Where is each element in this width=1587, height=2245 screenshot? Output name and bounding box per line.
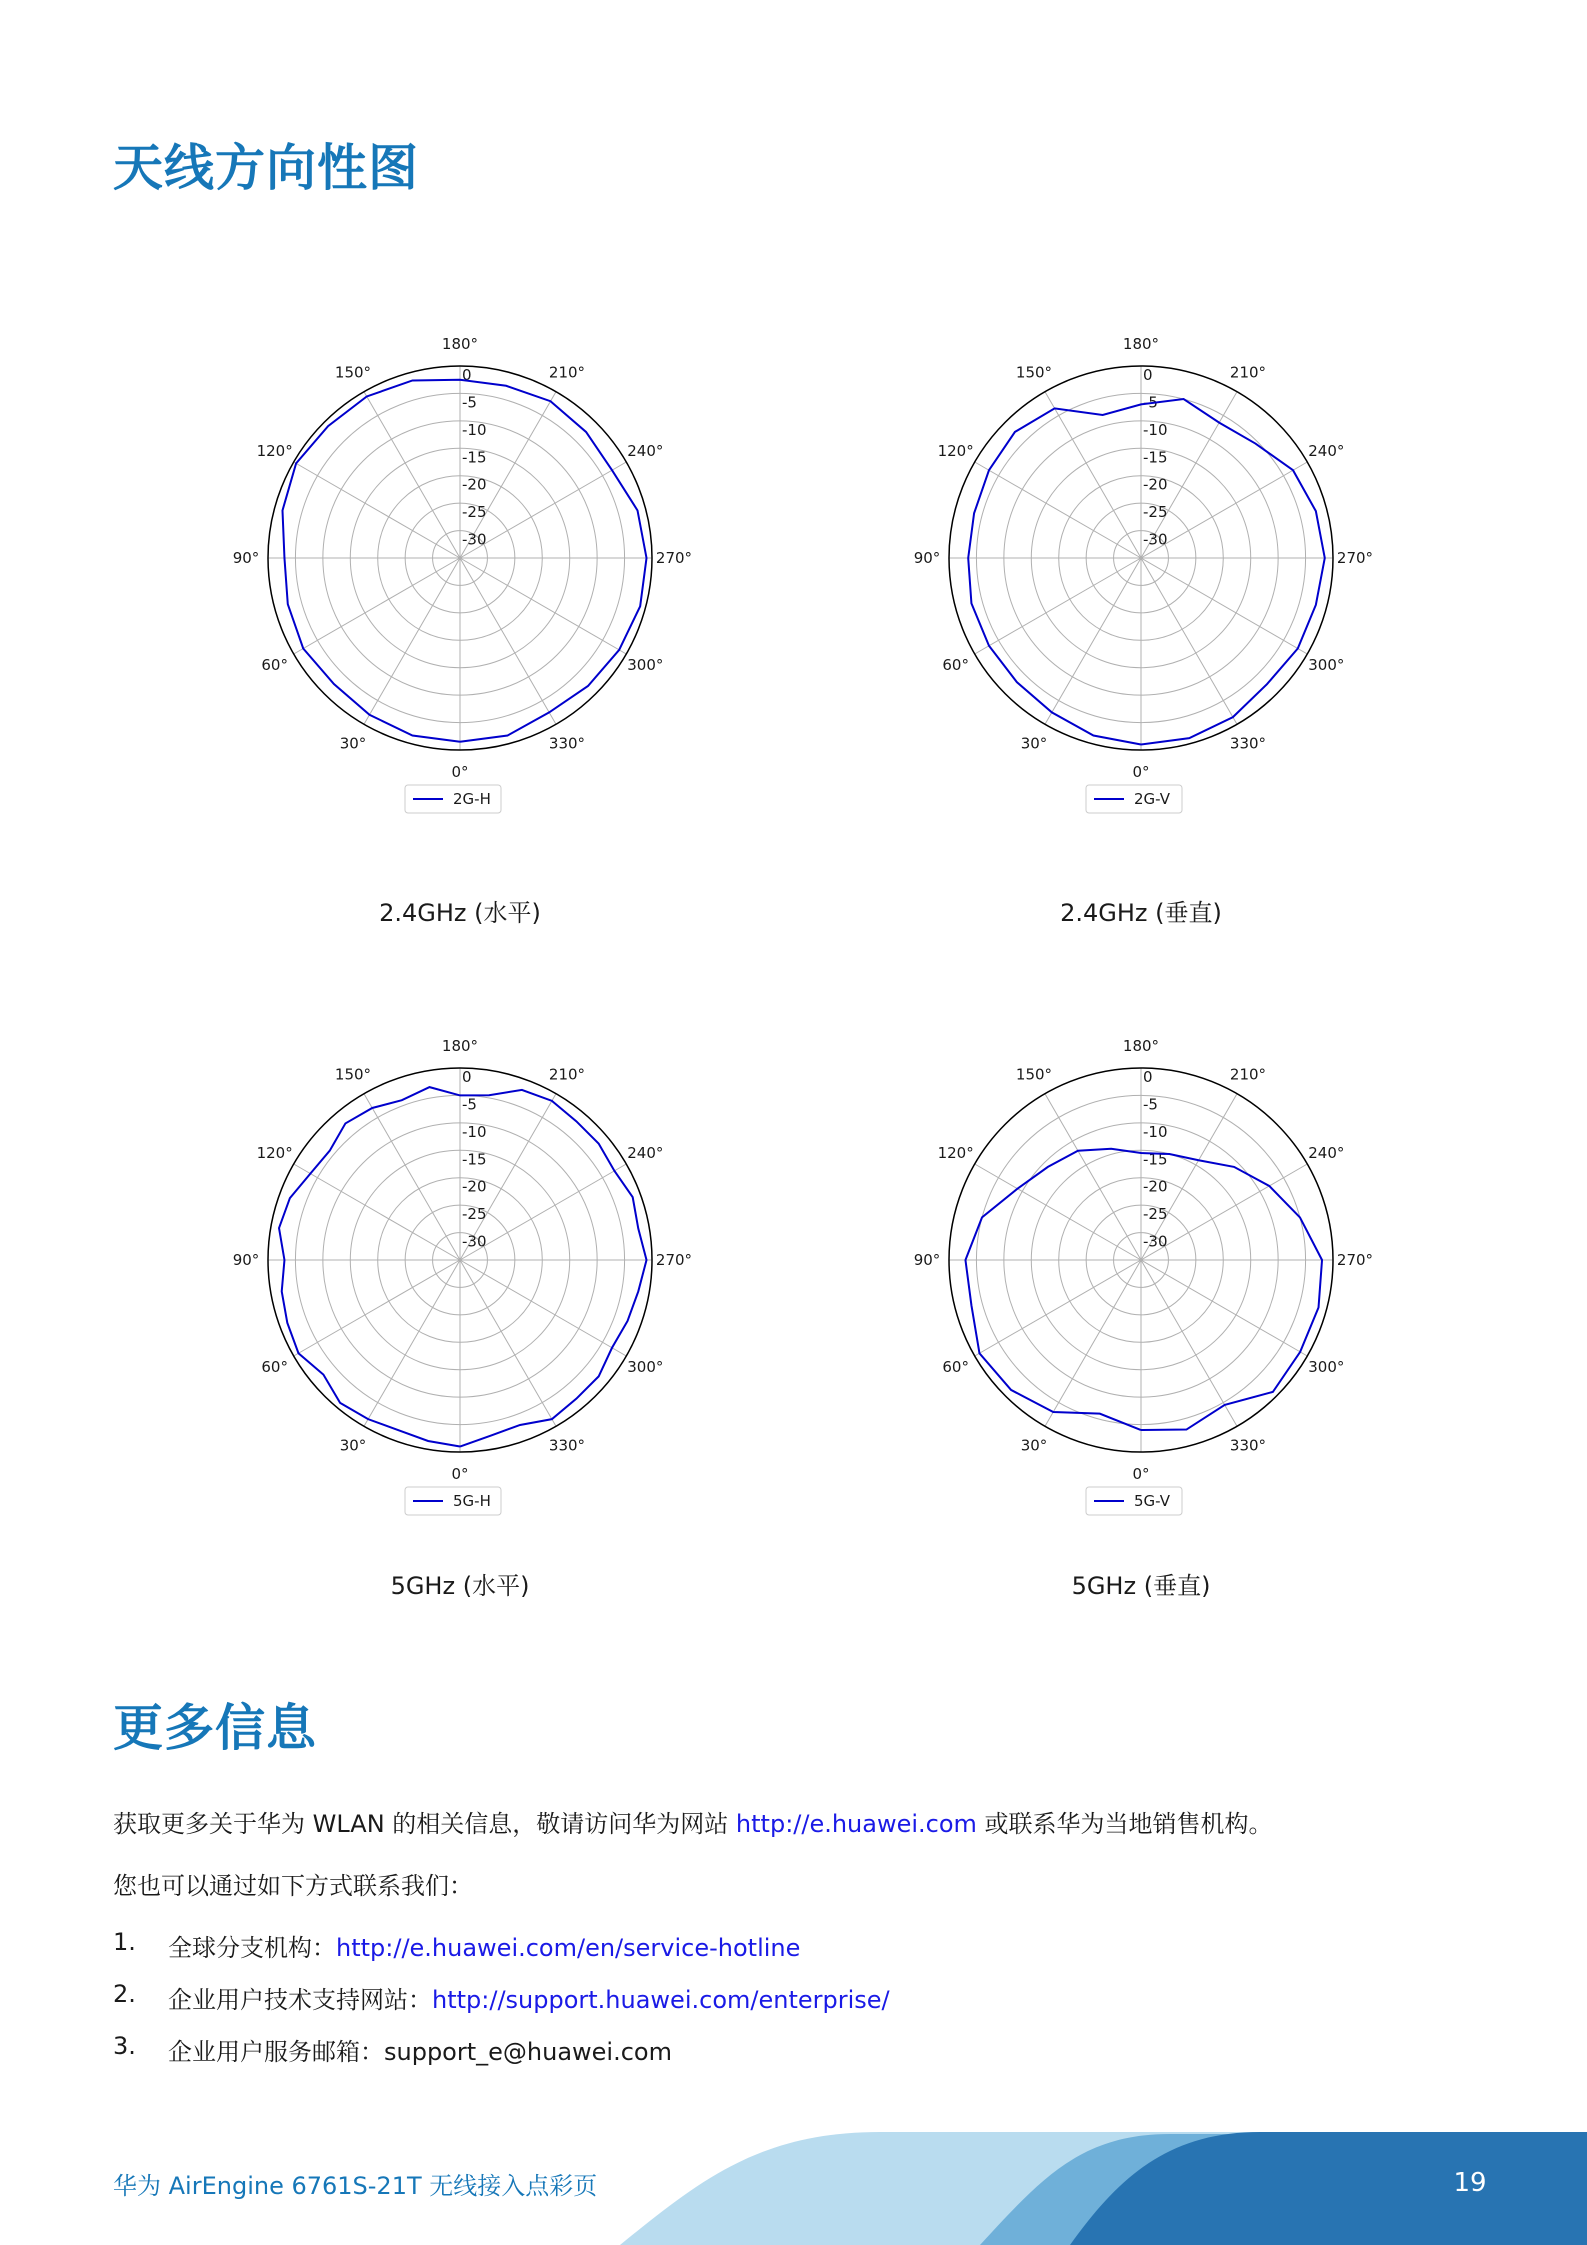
footer-title: 华为 AirEngine 6761S-21T 无线接入点彩页 <box>113 2172 598 2200</box>
polar-plot <box>230 320 693 840</box>
angle-tick-label: 60° <box>261 656 288 674</box>
grid-spoke <box>364 1094 460 1260</box>
legend-label: 5G-V <box>1134 1492 1170 1510</box>
radial-tick-label: -15 <box>1143 1150 1168 1169</box>
angle-tick-label: 30° <box>339 1436 367 1455</box>
angle-tick-label: 150° <box>1015 363 1053 382</box>
radial-tick-label: -25 <box>1143 503 1168 522</box>
grid-spoke <box>975 1260 1141 1356</box>
radial-tick-label: -20 <box>1143 475 1168 494</box>
angle-tick-label: 330° <box>548 734 586 753</box>
angle-tick-label: 210° <box>548 363 586 382</box>
chart-caption: 2.4GHz (垂直) <box>1060 899 1222 927</box>
polar-chart-2g-v <box>911 320 1374 840</box>
chart-caption: 2.4GHz (水平) <box>379 899 541 927</box>
list-item <box>168 1980 890 2015</box>
service-hotline-link[interactable]: http://e.huawei.com/en/service-hotline <box>336 1934 801 1962</box>
polar-plot <box>911 1022 1374 1542</box>
angle-tick-label: 0° <box>451 763 469 781</box>
radial-tick-label: -30 <box>1143 1232 1168 1251</box>
angle-tick-label: 300° <box>627 1358 664 1376</box>
grid-spoke <box>1141 1260 1237 1426</box>
angle-tick-label: 210° <box>548 1065 586 1084</box>
legend-label: 2G-V <box>1134 790 1170 808</box>
radial-tick-label: -20 <box>1143 1177 1168 1196</box>
grid-spoke <box>1045 1260 1141 1426</box>
grid-spoke <box>460 558 626 654</box>
angle-tick-label: 270° <box>655 1251 693 1269</box>
angle-tick-label: 0° <box>451 1465 469 1483</box>
grid-spoke <box>364 392 460 558</box>
radial-tick-label: -25 <box>462 503 487 522</box>
support-site-link[interactable]: http://support.huawei.com/enterprise/ <box>432 1986 890 2014</box>
grid-spoke <box>975 462 1141 558</box>
grid-spoke <box>364 1260 460 1426</box>
grid-spoke <box>1141 558 1237 724</box>
section-title-more-info: 更多信息 <box>113 1699 317 1757</box>
radial-tick-label: -30 <box>462 1232 487 1251</box>
contact-intro: 您也可以通过如下方式联系我们： <box>113 1872 473 1900</box>
grid-spoke <box>975 1164 1141 1260</box>
radial-tick-label: -20 <box>462 1177 487 1196</box>
angle-tick-label: 30° <box>339 734 367 753</box>
angle-tick-label: 300° <box>1308 656 1345 674</box>
grid-spoke <box>460 558 556 724</box>
polar-chart-2g-h <box>230 320 693 840</box>
radial-tick-label: -25 <box>1143 1205 1168 1224</box>
page-number: 19 <box>1453 2168 1487 2198</box>
angle-tick-label: 120° <box>256 442 293 460</box>
angle-tick-label: 240° <box>627 442 664 460</box>
grid-spoke <box>1045 558 1141 724</box>
angle-tick-label: 210° <box>1229 363 1267 382</box>
legend-label: 5G-H <box>453 1492 491 1510</box>
angle-tick-label: 330° <box>1229 1436 1267 1455</box>
list-item <box>168 2032 672 2067</box>
radial-tick-label: -25 <box>462 1205 487 1224</box>
legend-label: 2G-H <box>453 790 491 808</box>
angle-tick-label: 180° <box>441 335 479 353</box>
radial-tick-label: -10 <box>1143 1122 1168 1141</box>
contact-paragraph <box>113 1804 1273 1839</box>
angle-tick-label: 150° <box>1015 1065 1053 1084</box>
list-item-label: 企业用户服务邮箱： <box>168 2038 384 2066</box>
radial-tick-label: -5 <box>1143 393 1158 412</box>
series-line <box>279 1087 646 1446</box>
radial-tick-label: -30 <box>1143 530 1168 549</box>
angle-tick-label: 60° <box>942 1358 969 1376</box>
polar-chart-5g-v <box>911 1022 1374 1542</box>
angle-tick-label: 270° <box>1336 1251 1374 1269</box>
angle-tick-label: 150° <box>334 1065 372 1084</box>
angle-tick-label: 120° <box>256 1144 293 1162</box>
radial-tick-label: 0 <box>462 1068 472 1086</box>
angle-tick-label: 0° <box>1132 1465 1150 1483</box>
angle-tick-label: 0° <box>1132 763 1150 781</box>
polar-chart-5g-h <box>230 1022 693 1542</box>
angle-tick-label: 30° <box>1020 734 1048 753</box>
angle-tick-label: 120° <box>937 442 974 460</box>
angle-tick-label: 180° <box>1122 335 1160 353</box>
angle-tick-label: 330° <box>1229 734 1267 753</box>
radial-tick-label: -15 <box>1143 448 1168 467</box>
polar-plot <box>230 1022 693 1542</box>
chart-caption: 5GHz (垂直) <box>1071 1572 1211 1600</box>
radial-tick-label: -20 <box>462 475 487 494</box>
angle-tick-label: 240° <box>627 1144 664 1162</box>
list-number: 2. <box>113 1980 136 2008</box>
grid-spoke <box>1045 1094 1141 1260</box>
angle-tick-label: 240° <box>1308 1144 1345 1162</box>
radial-tick-label: -5 <box>462 1095 477 1114</box>
grid-spoke <box>1045 392 1141 558</box>
grid-spoke <box>294 1164 460 1260</box>
grid-spoke <box>1141 1260 1307 1356</box>
angle-tick-label: 90° <box>232 549 260 567</box>
radial-tick-label: -15 <box>462 1150 487 1169</box>
page-title: 天线方向性图 <box>113 139 419 197</box>
grid-spoke <box>294 558 460 654</box>
angle-tick-label: 180° <box>1122 1037 1160 1055</box>
radial-tick-label: -10 <box>462 1122 487 1141</box>
angle-tick-label: 30° <box>1020 1436 1048 1455</box>
grid-spoke <box>975 558 1141 654</box>
radial-tick-label: -15 <box>462 448 487 467</box>
angle-tick-label: 330° <box>548 1436 586 1455</box>
radial-tick-label: -30 <box>462 530 487 549</box>
paragraph-text: 获取更多关于华为 WLAN 的相关信息，敬请访问华为网站 <box>113 1810 736 1838</box>
angle-tick-label: 300° <box>627 656 664 674</box>
grid-spoke <box>460 1260 556 1426</box>
radial-tick-label: -5 <box>462 393 477 412</box>
angle-tick-label: 120° <box>937 1144 974 1162</box>
grid-spoke <box>460 1260 626 1356</box>
grid-spoke <box>294 1260 460 1356</box>
angle-tick-label: 60° <box>942 656 969 674</box>
angle-tick-label: 270° <box>655 549 693 567</box>
paragraph-text: 或联系华为当地销售机构。 <box>976 1810 1273 1838</box>
angle-tick-label: 60° <box>261 1358 288 1376</box>
grid-spoke <box>1141 558 1307 654</box>
angle-tick-label: 180° <box>441 1037 479 1055</box>
radial-tick-label: -5 <box>1143 1095 1158 1114</box>
angle-tick-label: 240° <box>1308 442 1345 460</box>
list-item-label: 全球分支机构： <box>168 1934 336 1962</box>
radial-tick-label: 0 <box>1143 366 1153 384</box>
list-item <box>168 1928 800 1963</box>
radial-tick-label: 0 <box>1143 1068 1153 1086</box>
grid-spoke <box>364 558 460 724</box>
angle-tick-label: 300° <box>1308 1358 1345 1376</box>
radial-tick-label: -10 <box>1143 420 1168 439</box>
chart-caption: 5GHz (水平) <box>390 1572 530 1600</box>
radial-tick-label: 0 <box>462 366 472 384</box>
support-email: support_e@huawei.com <box>384 2038 672 2066</box>
polar-plot <box>911 320 1374 840</box>
list-number: 1. <box>113 1928 136 1956</box>
grid-spoke <box>294 462 460 558</box>
list-number: 3. <box>113 2032 136 2060</box>
angle-tick-label: 90° <box>913 1251 941 1269</box>
angle-tick-label: 270° <box>1336 549 1374 567</box>
list-item-label: 企业用户技术支持网站： <box>168 1986 432 2014</box>
angle-tick-label: 150° <box>334 363 372 382</box>
radial-tick-label: -10 <box>462 420 487 439</box>
angle-tick-label: 90° <box>232 1251 260 1269</box>
angle-tick-label: 210° <box>1229 1065 1267 1084</box>
angle-tick-label: 90° <box>913 549 941 567</box>
huawei-website-link[interactable]: http://e.huawei.com <box>735 1810 977 1838</box>
